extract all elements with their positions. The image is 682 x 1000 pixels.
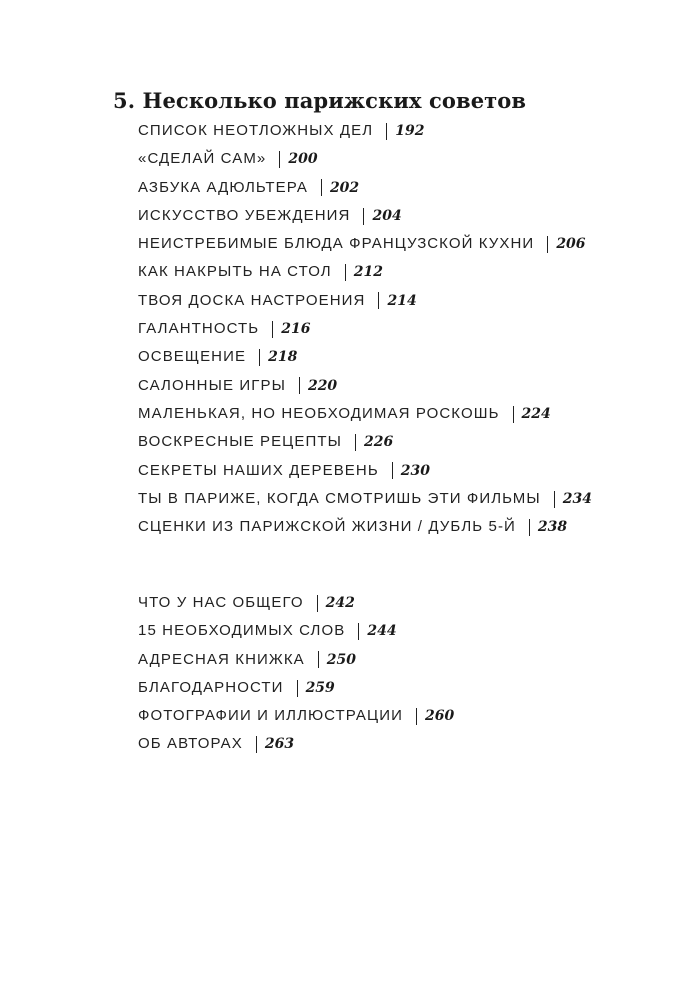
toc-entry[interactable] [138, 117, 592, 145]
toc-entry-page: 202 [329, 179, 360, 196]
toc-separator [299, 377, 300, 394]
toc-entry[interactable] [138, 702, 454, 730]
toc-entry-title: ЧТО У НАС ОБЩЕГО [138, 594, 304, 611]
section-title: 5. Несколько парижских советов [113, 88, 527, 113]
toc-entry-page: 226 [364, 434, 394, 451]
toc-entry-page: 234 [562, 490, 593, 507]
toc-separator [297, 680, 298, 697]
toc-entry[interactable] [138, 174, 592, 202]
toc-entry-page: 216 [281, 321, 311, 338]
toc-entry-title: ОБ АВТОРАХ [138, 735, 243, 753]
toc-entry-title: 15 НЕОБХОДИМЫХ СЛОВ [138, 622, 346, 640]
toc-entry-page: 212 [353, 264, 383, 281]
toc-list-section [138, 117, 592, 541]
toc-entry[interactable] [138, 428, 592, 456]
toc-entry-title: ОСВЕЩЕНИЕ [138, 348, 247, 366]
toc-separator [259, 349, 260, 366]
toc-entry-page: 230 [400, 462, 431, 479]
toc-entry-title: СЕКРЕТЫ НАШИХ ДЕРЕВЕНЬ [138, 461, 379, 479]
toc-entry[interactable] [138, 617, 454, 645]
toc-entry[interactable] [138, 400, 592, 428]
toc-entry-title: СЦЕНКИ ИЗ ПАРИЖСКОЙ ЖИЗНИ / ДУБЛЬ 5-Й [138, 518, 516, 536]
toc-entry-title: САЛОННЫЕ ИГРЫ [138, 376, 286, 394]
toc-entry[interactable] [138, 646, 454, 674]
toc-entry-title: НЕИСТРЕБИМЫЕ БЛЮДА ФРАНЦУЗСКОЙ КУХНИ [138, 235, 535, 253]
toc-entry[interactable] [138, 287, 592, 315]
toc-entry-title: ГАЛАНТНОСТЬ [138, 320, 260, 338]
toc-separator [317, 595, 318, 612]
toc-entry-page: 204 [372, 207, 402, 224]
toc-entry-page: 206 [556, 236, 586, 253]
toc-separator [529, 519, 530, 536]
toc-separator [345, 264, 346, 281]
toc-entry-page: 242 [325, 595, 355, 611]
toc-entry-page: 224 [521, 405, 551, 422]
toc-entry-title: АДРЕСНАЯ КНИЖКА [138, 650, 305, 668]
toc-entry-page: 218 [268, 349, 298, 366]
toc-separator [386, 123, 387, 140]
toc-separator [358, 623, 359, 640]
toc-separator [363, 208, 364, 225]
toc-separator [256, 736, 257, 753]
toc-entry[interactable] [138, 485, 592, 513]
toc-entry-title: МАЛЕНЬКАЯ, НО НЕОБХОДИМАЯ РОСКОШЬ [138, 404, 500, 422]
toc-entry[interactable] [138, 457, 592, 485]
toc-entry-title: ТЫ В ПАРИЖЕ, КОГДА СМОТРИШЬ ЭТИ ФИЛЬМЫ [138, 489, 541, 507]
toc-entry-title: ТВОЯ ДОСКА НАСТРОЕНИЯ [138, 291, 366, 309]
toc-entry-title: «СДЕЛАЙ САМ» [138, 150, 267, 168]
toc-entry[interactable] [138, 589, 454, 617]
toc-entry-page: 250 [326, 651, 357, 668]
toc-list-back-matter [138, 589, 454, 759]
toc-separator [554, 491, 555, 508]
toc-entry[interactable] [138, 315, 592, 343]
toc-entry-page: 238 [537, 519, 568, 536]
toc-separator [318, 651, 319, 668]
toc-entry-page: 200 [288, 151, 318, 168]
toc-entry-page: 192 [395, 123, 425, 139]
toc-separator [279, 151, 280, 168]
toc-separator [321, 179, 322, 196]
toc-entry-page: 259 [305, 679, 335, 696]
toc-entry-page: 220 [307, 377, 338, 394]
toc-entry-title: ФОТОГРАФИИ И ИЛЛЮСТРАЦИИ [138, 707, 403, 725]
toc-separator [513, 406, 514, 423]
toc-entry-title: ВОСКРЕСНЫЕ РЕЦЕПТЫ [138, 433, 343, 451]
toc-entry[interactable] [138, 145, 592, 173]
toc-separator [547, 236, 548, 253]
toc-entry-page: 244 [367, 623, 397, 640]
toc-separator [378, 292, 379, 309]
toc-entry[interactable] [138, 730, 454, 758]
toc-entry-page: 263 [264, 736, 295, 753]
toc-entry-title: КАК НАКРЫТЬ НА СТОЛ [138, 263, 332, 281]
toc-entry-title: ИСКУССТВО УБЕЖДЕНИЯ [138, 206, 351, 224]
toc-separator [272, 321, 273, 338]
toc-separator [355, 434, 356, 451]
toc-entry[interactable] [138, 674, 454, 702]
toc-entry-title: АЗБУКА АДЮЛЬТЕРА [138, 178, 308, 196]
toc-entry-title: СПИСОК НЕОТЛОЖНЫХ ДЕЛ [138, 122, 374, 139]
toc-separator [416, 708, 417, 725]
toc-entry-page: 214 [387, 292, 417, 309]
toc-entry[interactable] [138, 202, 592, 230]
toc-entry[interactable] [138, 258, 592, 286]
toc-entry[interactable] [138, 372, 592, 400]
toc-entry[interactable] [138, 230, 592, 258]
toc-entry[interactable] [138, 513, 592, 541]
toc-entry[interactable] [138, 343, 592, 371]
toc-separator [392, 462, 393, 479]
toc-entry-page: 260 [424, 708, 455, 725]
toc-entry-title: БЛАГОДАРНОСТИ [138, 678, 284, 696]
